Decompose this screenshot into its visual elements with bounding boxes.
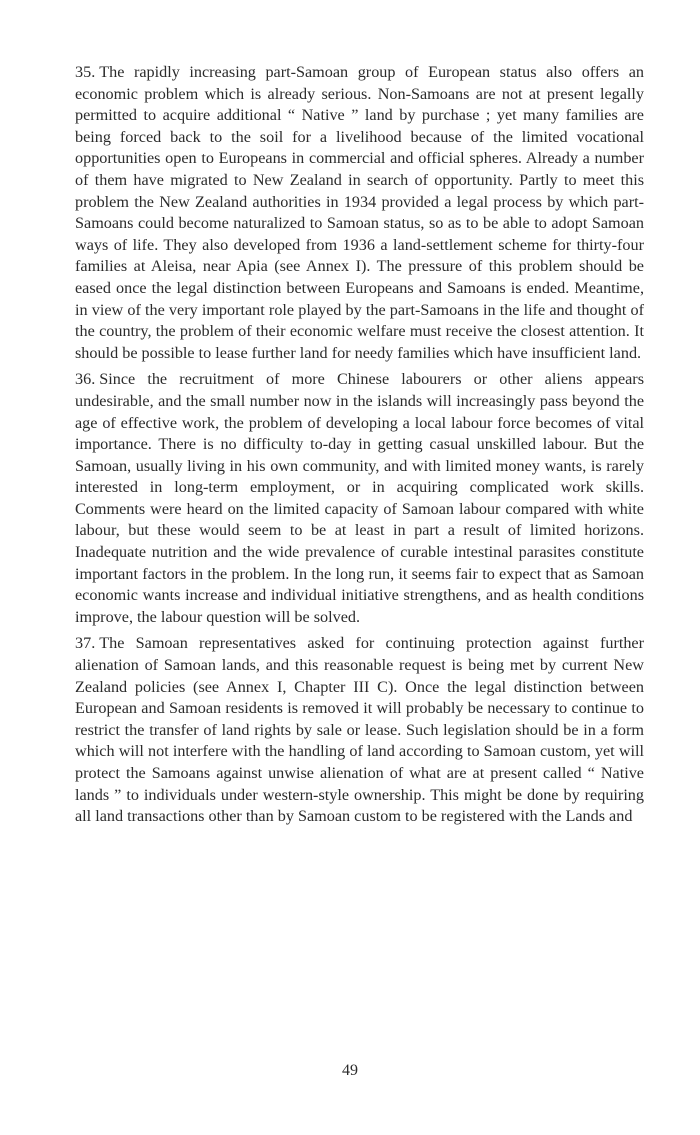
paragraph-37 <box>75 633 644 827</box>
paragraph-text: The Samoan representatives asked for continuing protection against further alienation of Samoan lands, and this reasonable request is being met by current New Zealand policies (see Annex I, Chapter III C). Once the legal distinction between European and Samoan residents is removed it will probably be necessary to continue to restrict the transfer of land rights by sale or lease. Such legislation should be in a form which will not interfere with the handling of land according to Samoan custom, yet will protect the Samoans against unwise alienation of what are at present called “ Native lands ” to individuals under western-style ownership. This might be done by requiring all land transactions other than by Samoan custom to be registered with the Lands and <box>75 634 644 826</box>
paragraph-35 <box>75 62 644 364</box>
paragraph-text: The rapidly increasing part-Samoan group of European status also offers an economic problem which is already serious. Non-Samoans are not at present legally permitted to acquire additional “ Native ” land by purchase ; yet many families are being forced back to the soil for a livelihood because of the limited vocational opportunities open to Europeans in commercial and official spheres. Already a number of them have migrated to New Zealand in search of opportunity. Partly to meet this problem the New Zealand authorities in 1934 provided a legal process by which part-Samoans could become naturalized to Samoan status, so as to be able to adopt Samoan ways of life. They also developed from 1936 a land-settlement scheme for thirty-four families at Aleisa, near Apia (see Annex I). The pressure of this problem should be eased once the legal distinction between Europeans and Samoans is ended. Meantime, in view of the very important role played by the part-Samoans in the life and thought of the country, the problem of their economic welfare must receive the closest attention. It should be possible to lease further land for needy families which have insufficient land. <box>75 63 644 362</box>
paragraph-number: 35. <box>75 63 96 81</box>
paragraph-36 <box>75 369 644 628</box>
document-body <box>75 62 644 833</box>
paragraph-number: 36. <box>75 370 96 389</box>
paragraph-number: 37. <box>75 634 96 653</box>
page-number: 49 <box>342 1062 358 1079</box>
paragraph-text: Since the recruitment of more Chinese labourers or other aliens appears undesirable, and the small number now in the islands will increasingly pass beyond the age of effective work, the problem of developing a local labour force becomes of vital importance. There is no difficulty to-day in getting casual unskilled labour. But the Samoan, usually living in his own community, and with limited money wants, is rarely interested in long-term employment, or in acquiring complicated work skills. Comments were heard on the limited capacity of Samoan labour compared with white labour, but these would seem to be at least in part a result of limited horizons. Inadequate nutrition and the wide prevalence of curable intestinal parasites constitute important factors in the problem. In the long run, it seems fair to expect that as Samoan economic wants increase and individual initiative strengthens, and as health conditions improve, the labour question will be solved. <box>75 370 644 626</box>
